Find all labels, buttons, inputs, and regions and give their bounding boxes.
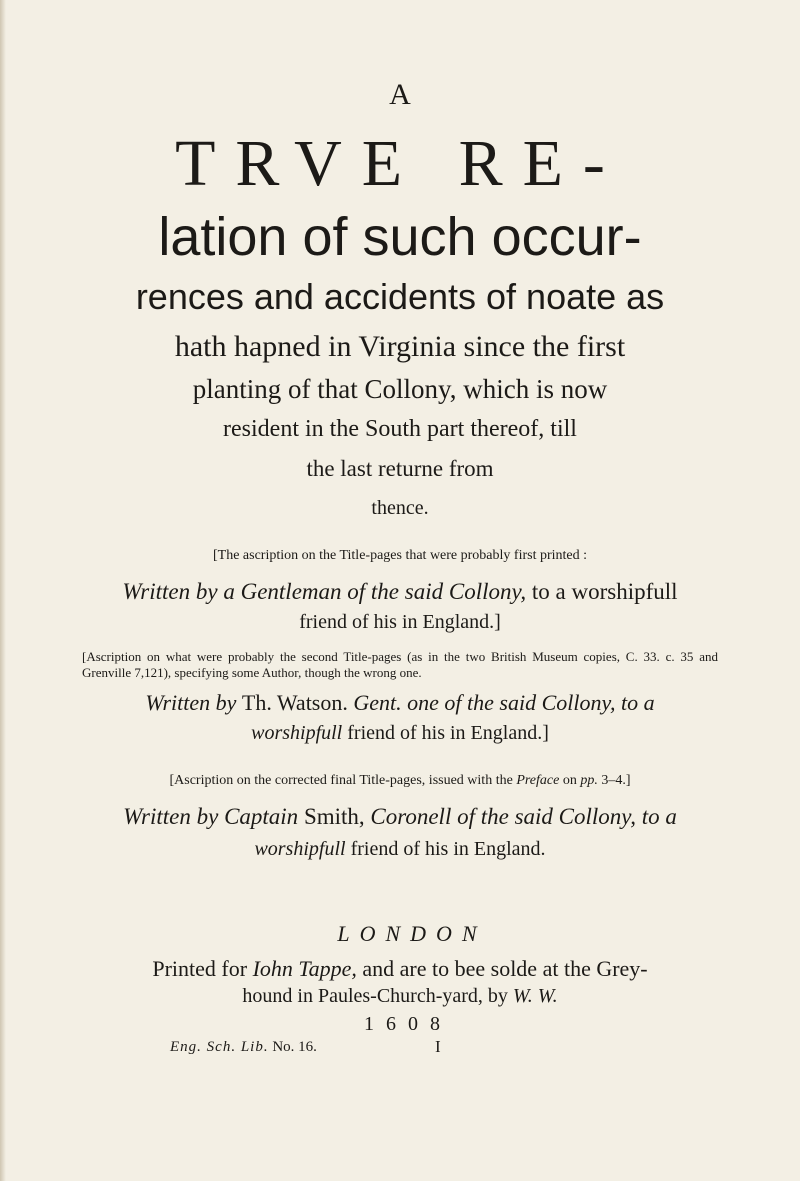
imprint-city: LONDON (337, 921, 487, 946)
ascription-3-note (0, 772, 800, 790)
series-library: Eng. Sch. Lib. (170, 1039, 269, 1055)
title-line-2: rences and accidents of noate as (135, 276, 665, 317)
imprint-initials: W. W. (512, 985, 558, 1007)
imprint-printed-b: and are to bee solde at the Grey- (356, 956, 648, 981)
imprint-printed (0, 955, 800, 983)
ascription-2-written (0, 689, 800, 717)
title-trve: TRVE RE- (175, 127, 625, 200)
ascription-3-note-pp: pp. (580, 773, 598, 788)
ascription-2-cont-italic: worshipfull (251, 722, 343, 744)
title-line-4: planting of that Collony, which is now (192, 374, 608, 404)
ascription-3-note-a: [Ascription on the corrected final Title-pages, issued with the (169, 773, 517, 788)
ascription-3-italic-a: Written by (123, 804, 225, 829)
ascription-2-italic-b: Gent. one of the said Collony, to a (347, 690, 655, 715)
imprint-hound (0, 983, 800, 1009)
ascription-3-written (0, 803, 800, 831)
ascription-3-note-preface: Preface (516, 773, 560, 788)
title-a: A (389, 78, 411, 111)
title-line-1: lation of such occur- (158, 207, 642, 267)
series-number: No. 16. (268, 1039, 317, 1055)
ascription-3-note-b: on (559, 773, 581, 788)
title-line-6: the last returne from (306, 456, 494, 481)
ascription-3-continuation (0, 836, 800, 862)
title-line-7: thence. (371, 497, 429, 519)
ascription-2-continuation (0, 720, 800, 746)
ascription-2-italic-a: Written by (145, 690, 242, 715)
ascription-2-cont-roman: friend of his in England.] (342, 722, 549, 744)
imprint-printer: Iohn Tappe, (252, 956, 357, 981)
ascription-3-author: Smith, (298, 804, 371, 829)
ascription-2-author: Th. Watson. (241, 690, 348, 715)
ascription-1-italic: Written by a Gentleman of the said Collony, (122, 579, 527, 604)
ascription-1-note: [The ascription on the Title-pages that were probably first printed : (212, 548, 588, 563)
title-line-5: resident in the South part thereof, till (223, 416, 577, 442)
imprint-printed-a: Printed for (152, 956, 253, 981)
ascription-3-italic-b: Coronell of the said Collony, to a (370, 804, 677, 829)
ascription-3-note-c: 3–4.] (597, 773, 631, 788)
ascription-3-cont-italic: worshipfull (254, 838, 346, 860)
series-label (170, 1037, 317, 1057)
ascription-1-written (0, 578, 800, 606)
ascription-2-note: [Ascription on what were probably the second Title-pages (as in the two British Museum copies, C. 33. c. 35 and Grenville 7,121), specifying some Author, though the wrong one. (82, 649, 718, 680)
signature-mark: I (435, 1037, 441, 1056)
ascription-3-cont-roman: friend of his in England. (345, 838, 546, 860)
imprint-hound-a: hound in Paules-Church-yard, by (242, 985, 513, 1007)
title-line-3: hath hapned in Virginia since the first (174, 330, 626, 363)
imprint-year: 1608 (364, 1013, 452, 1035)
ascription-3-captain: Captain (224, 804, 299, 829)
ascription-1-roman: to a worshipfull (526, 579, 678, 604)
ascription-1-continuation: friend of his in England.] (299, 611, 501, 633)
